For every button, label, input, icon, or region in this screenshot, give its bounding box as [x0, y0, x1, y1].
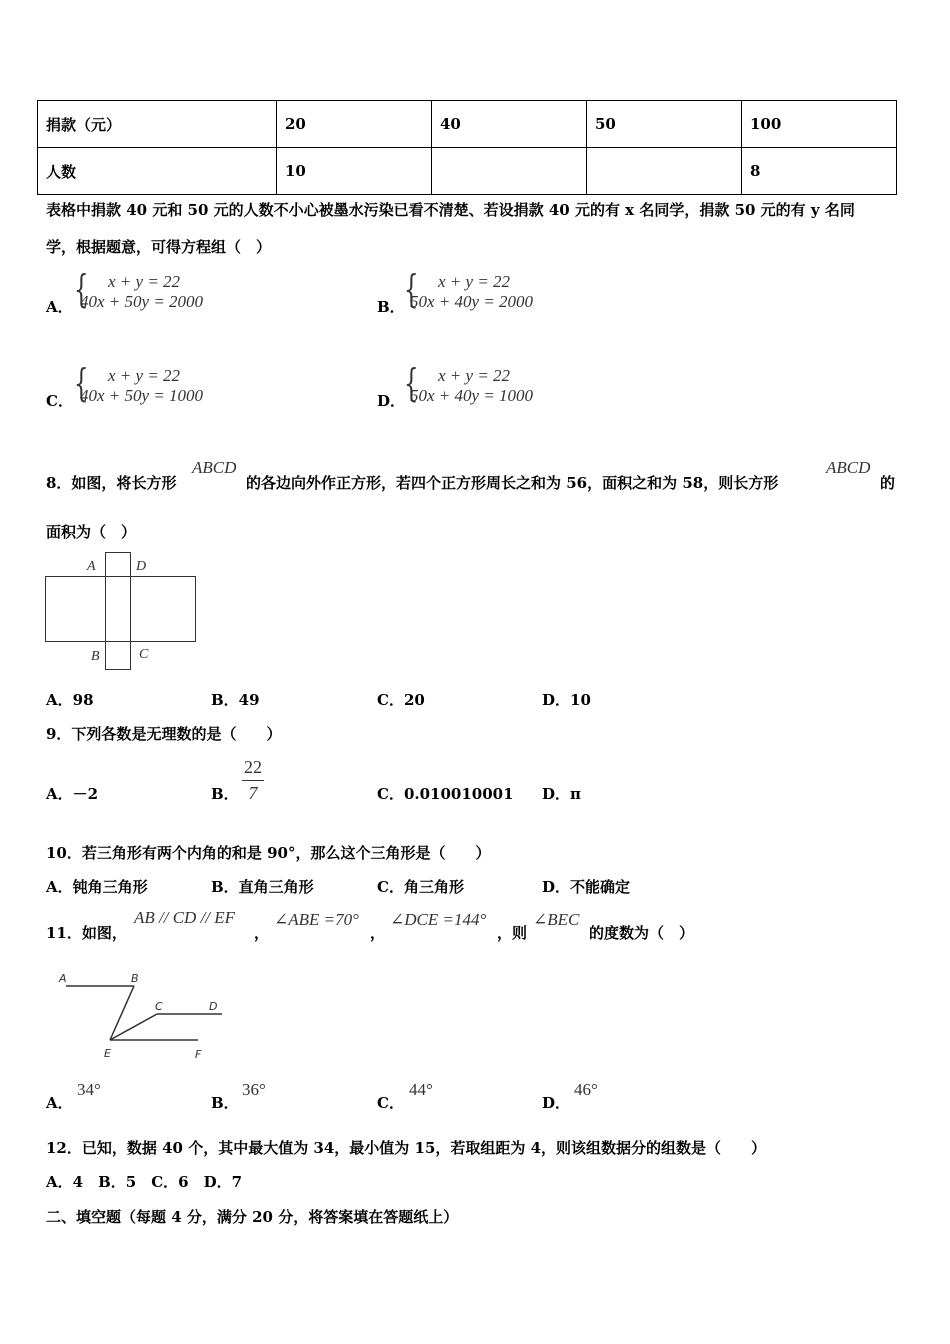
fig-label-f: F: [195, 1048, 202, 1061]
equation: 50x + 40y = 1000: [410, 386, 534, 405]
brace-icon: {: [74, 361, 89, 405]
q10-option-c: C．角三角形: [377, 878, 464, 896]
fig-label-d: D: [136, 559, 147, 574]
q10-option-a: A．钝角三角形: [46, 878, 148, 896]
q11-then: ，则: [497, 924, 528, 942]
q7-stem-line2: 学，根据题意，可得方程组（ ）: [46, 238, 272, 256]
q8-stem-suffix: 的: [880, 474, 896, 492]
q9-option-b-label: B．: [211, 785, 239, 803]
q7-stem-line1: 表格中捐款 40 元和 50 元的人数不小心被墨水污染已看不清楚、若设捐款 40 元的有 x 名同学，捐款 50 元的有 y 名同: [46, 201, 855, 219]
q11-option-d-value: 46°: [574, 1080, 598, 1099]
q8-option-b: B．49: [211, 691, 260, 709]
q11-expr-parallel: AB // CD // EF: [134, 908, 236, 927]
equation: x + y = 22: [438, 366, 511, 385]
fraction-denominator: 7: [248, 783, 258, 803]
fig-label-e: E: [104, 1047, 111, 1060]
q11-expr-angle-dce: ∠DCE =144°: [390, 910, 487, 929]
q8-stem-prefix: 8．如图，将长方形: [46, 474, 177, 492]
table-cell: 20: [277, 101, 432, 148]
q11-option-b-value: 36°: [242, 1080, 266, 1099]
line-be: [110, 986, 134, 1040]
fig-label-b: B: [131, 972, 139, 985]
section-heading: 二、填空题（每题 4 分，满分 20 分，将答案填在答题纸上）: [46, 1208, 459, 1226]
q12-options: A．4 B．5 C．6 D．7: [46, 1173, 243, 1191]
q10-stem: 10．若三角形有两个内角的和是 90°，那么这个三角形是（ ）: [46, 844, 491, 862]
fig-label-a: A: [59, 972, 67, 985]
brace-icon: {: [404, 361, 419, 405]
q8-stem-line2: 面积为（ ）: [46, 523, 137, 541]
brace-icon: {: [74, 267, 89, 311]
q11-comma: ，: [254, 924, 270, 942]
table-cell: 捐款（元）: [38, 101, 277, 148]
fig-label-b: B: [91, 649, 100, 664]
q7-option-d-label: D．: [377, 392, 406, 410]
equation: 50x + 40y = 2000: [410, 292, 534, 311]
q10-option-d: D．不能确定: [542, 878, 631, 896]
q7-option-b-label: B．: [377, 298, 405, 316]
q11-parallel-lines-figure: [56, 966, 231, 1066]
fig-label-d: D: [209, 1000, 218, 1013]
donation-table: [37, 100, 897, 195]
table-cell: 10: [277, 148, 432, 195]
q11-option-b-label: B．: [211, 1094, 239, 1112]
q9-option-c: C．0.010010001: [377, 785, 514, 803]
fraction-numerator: 22: [244, 757, 262, 777]
q8-rectangle-figure: [40, 548, 210, 676]
table-cell: [432, 148, 587, 195]
table-cell: 100: [742, 101, 897, 148]
q11-option-c-label: C．: [377, 1094, 404, 1112]
q7-option-a-label: A．: [46, 298, 73, 316]
equation: x + y = 22: [108, 366, 181, 385]
table-cell: 40: [432, 101, 587, 148]
equation: x + y = 22: [108, 272, 181, 291]
q11-stem-suffix: 的度数为（ ）: [589, 924, 695, 942]
q9-option-a: A．－2: [46, 785, 99, 803]
brace-icon: {: [404, 267, 419, 311]
fig-label-a: A: [87, 559, 96, 574]
q11-expr-angle-abe: ∠ABE =70°: [274, 910, 359, 929]
q8-option-a: A．98: [46, 691, 94, 709]
q9-option-b-fraction: [242, 757, 264, 804]
figure-rect: [46, 577, 196, 642]
line-ec: [110, 1014, 157, 1040]
q10-option-b: B．直角三角形: [211, 878, 314, 896]
equation: 40x + 50y = 2000: [80, 292, 204, 311]
q9-option-d: D．π: [542, 785, 581, 803]
table-row: [38, 101, 897, 148]
q11-option-d-label: D．: [542, 1094, 571, 1112]
q12-stem: 12．已知，数据 40 个，其中最大值为 34，最小值为 15，若取组距为 4，则该组数据分的组数是（ ）: [46, 1139, 767, 1157]
q11-option-c-value: 44°: [409, 1080, 433, 1099]
equation: x + y = 22: [438, 272, 511, 291]
fig-label-c: C: [139, 647, 149, 662]
q9-stem: 9．下列各数是无理数的是（ ）: [46, 725, 282, 743]
fraction-bar: [242, 780, 264, 781]
q8-option-c: C．20: [377, 691, 425, 709]
q8-abcd: ABCD: [192, 458, 237, 477]
q11-option-a-value: 34°: [77, 1080, 101, 1099]
q11-expr-angle-bec: ∠BEC: [533, 910, 580, 929]
q7-option-c-label: C．: [46, 392, 73, 410]
table-cell: 50: [587, 101, 742, 148]
q11-comma: ，: [370, 924, 386, 942]
table-cell: [587, 148, 742, 195]
fig-label-c: C: [155, 1000, 163, 1013]
table-row: [38, 148, 897, 195]
q11-stem-prefix: 11．如图，: [46, 924, 127, 942]
table-cell: 8: [742, 148, 897, 195]
table-cell: 人数: [38, 148, 277, 195]
q8-option-d: D．10: [542, 691, 591, 709]
equation: 40x + 50y = 1000: [80, 386, 204, 405]
figure-strip: [106, 553, 131, 670]
q11-option-a-label: A．: [46, 1094, 73, 1112]
q8-stem-middle: 的各边向外作正方形，若四个正方形周长之和为 56，面积之和为 58，则长方形: [246, 474, 779, 492]
q8-abcd: ABCD: [826, 458, 871, 477]
